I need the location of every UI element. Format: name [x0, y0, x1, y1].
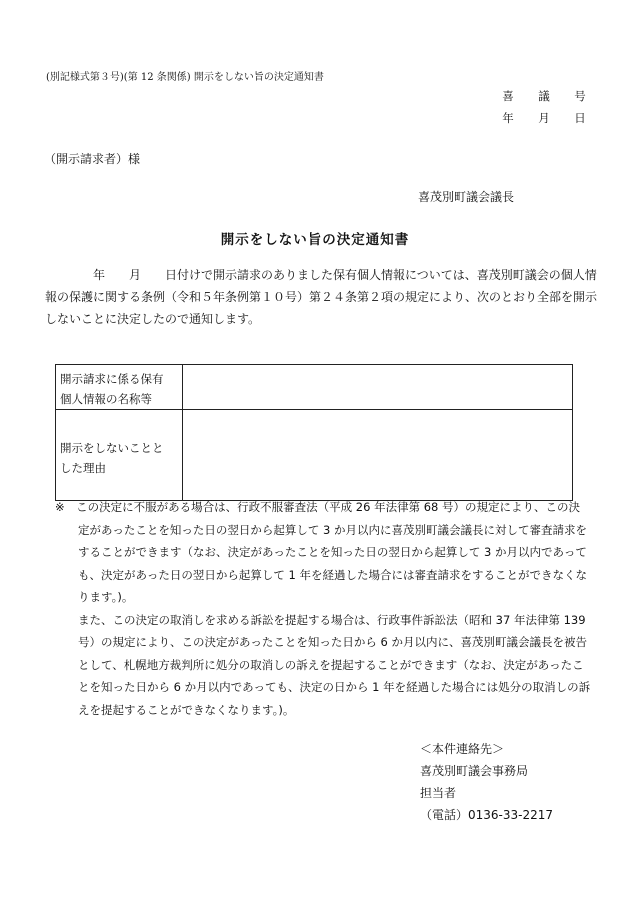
- body-line: 報の保護に関する条例（令和５年条例第１０号）第２４条第２項の規定により、次のとおり全部を開示: [45, 290, 598, 304]
- doc-number-suffix: 号: [574, 89, 586, 103]
- personal-info-name-value: [183, 365, 573, 410]
- reason-value: [183, 410, 573, 501]
- date-year: 年: [502, 111, 514, 125]
- table-row: [56, 410, 573, 501]
- sender: 喜茂別町議会議長: [418, 190, 515, 204]
- note-line: として、札幌地方裁判所に処分の取消しの訴えを提起することができます（なお、決定があったこ: [55, 657, 584, 672]
- note-line: も、決定があった日の翌日から起算して 1 年を経過した場合には審査請求をすることができなくな: [55, 567, 588, 582]
- date-month: 月: [538, 111, 550, 125]
- reason-label: した理由: [60, 461, 106, 475]
- body-text: [45, 264, 598, 330]
- contact-office: 喜茂別町議会事務局: [420, 764, 529, 778]
- doc-number-middle: 議: [538, 89, 550, 103]
- table-label-cell: [56, 365, 183, 410]
- date-day: 日: [574, 111, 586, 125]
- personal-info-name-label: 開示請求に係る保有: [60, 372, 164, 386]
- appeal-note: [55, 496, 595, 721]
- body-line: しないことに決定したので通知します。: [45, 312, 261, 326]
- doc-number-prefix: 喜: [502, 89, 514, 103]
- body-line: 年 月 日付けで開示請求のありました保有個人情報については、喜茂別町議会の個人情: [45, 268, 597, 282]
- table-label-cell: [56, 410, 183, 501]
- info-table: [55, 364, 573, 501]
- contact-block: [420, 738, 553, 826]
- document-number: [490, 88, 598, 104]
- contact-person: 担当者: [420, 786, 457, 800]
- table-row: [56, 365, 573, 410]
- note-line: ※ この決定に不服がある場合は、行政不服審査法（平成 26 年法律第 68 号）の規定により、この決: [55, 500, 581, 514]
- note-line: とを知った日から 6 か月以内であっても、決定の日から 1 年を経過した場合には処分の取消しの訴: [55, 680, 591, 694]
- form-number: (別記様式第３号)(第 12 条関係) 開示をしない旨の決定通知書: [46, 72, 324, 83]
- contact-phone: （電話）0136-33-2217: [420, 808, 554, 822]
- note-line: また、この決定の取消しを求める訴訟を提起する場合は、行政事件訴訟法（昭和 37 年法律第 139: [55, 612, 586, 627]
- note-line: 定があったことを知った日の翌日から起算して 3 か月以内に喜茂別町議会議長に対して審査請求を: [55, 522, 588, 537]
- document-date: [490, 110, 598, 126]
- document-title: 開示をしない旨の決定通知書: [220, 232, 410, 248]
- reason-label: 開示をしないことと: [60, 441, 164, 455]
- note-line: えを提起することができなくなります。)。: [55, 702, 295, 717]
- personal-info-name-label: 個人情報の名称等: [60, 392, 152, 406]
- note-line: 号）の規定により、この決定があったことを知った日から 6 か月以内に、喜茂別町議会議長を被告: [55, 635, 588, 649]
- note-line: することができます（なお、決定があったことを知った日の翌日から起算して 3 か月以内であって: [55, 545, 587, 559]
- addressee: （開示請求者）様: [44, 152, 141, 166]
- note-line: ります。)。: [55, 590, 134, 604]
- contact-heading: ＜本件連絡先＞: [420, 742, 505, 756]
